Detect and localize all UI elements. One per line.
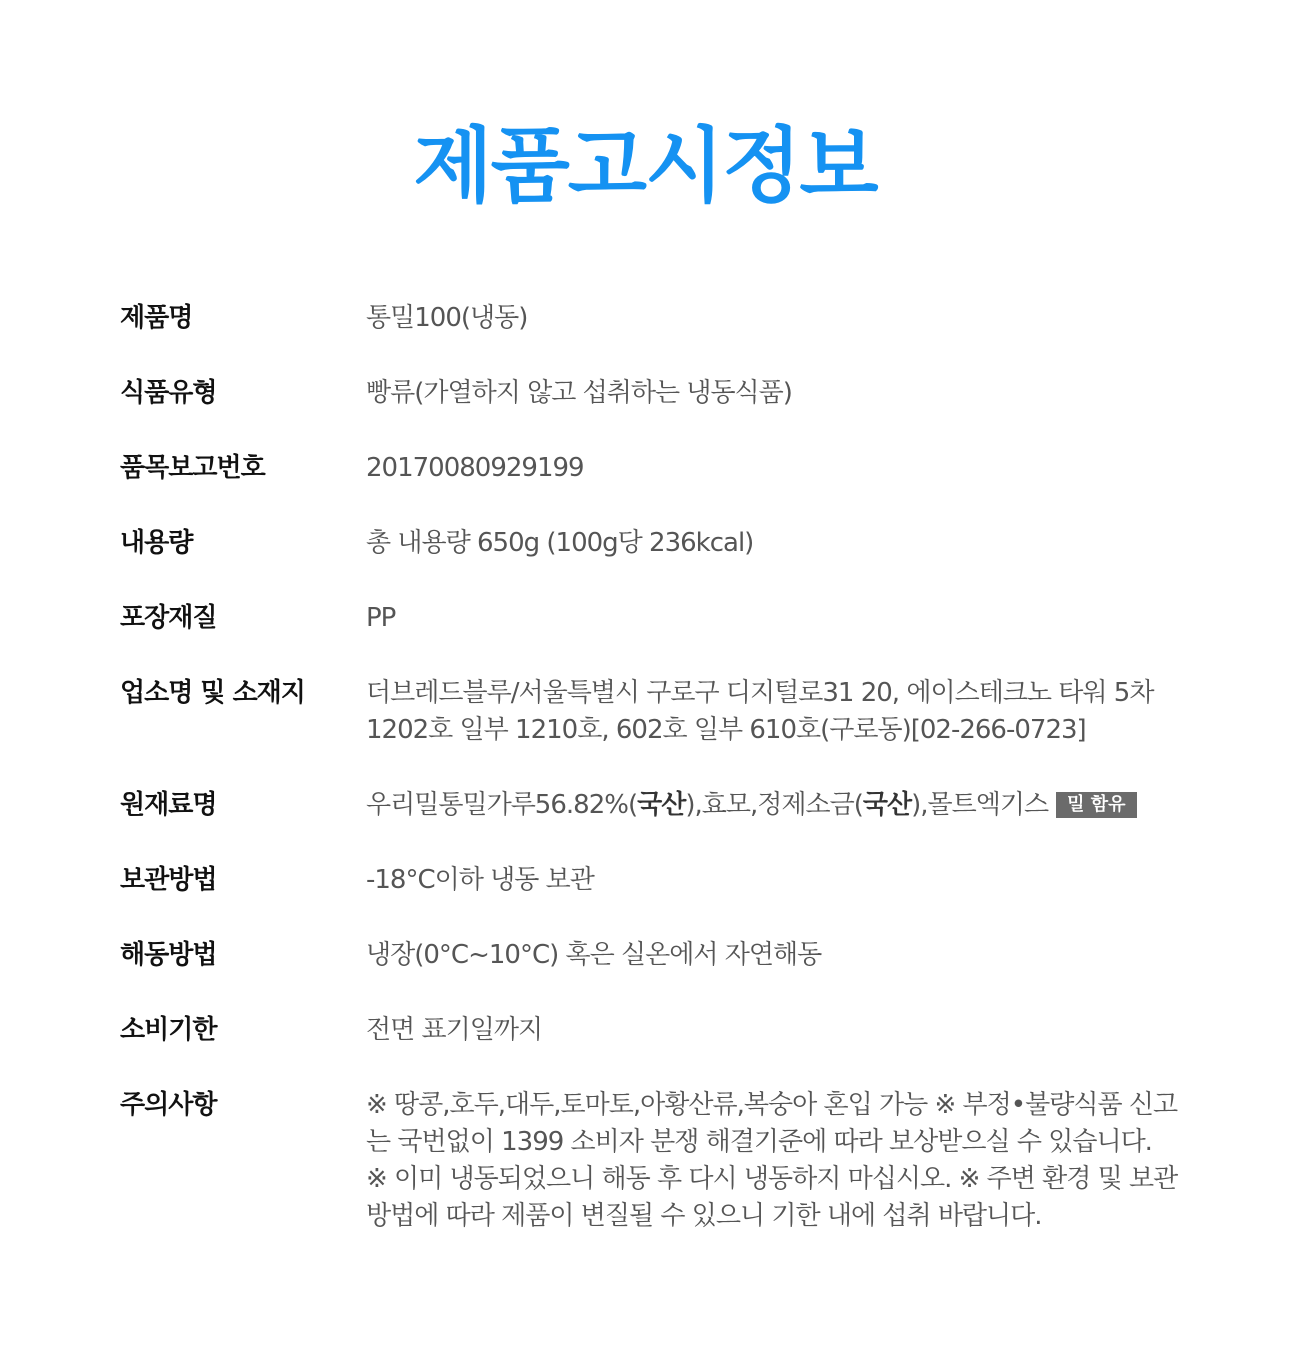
row-label: 업소명 및 소재지	[120, 678, 305, 708]
value-line: ※ 이미 냉동되었으니 해동 후 다시 냉동하지 마십시오. ※ 주변 환경 및 보관	[366, 1164, 1178, 1194]
info-row-net-content	[120, 525, 1180, 562]
row-value: -18°C이하 냉동 보관	[366, 865, 594, 895]
row-label: 보관방법	[120, 865, 217, 895]
info-row-report-number	[120, 450, 1180, 487]
row-label: 주의사항	[120, 1090, 217, 1120]
origin-text: 국산	[637, 790, 686, 820]
row-value: 전면 표기일까지	[366, 1015, 543, 1045]
page-title: 제품고시정보	[413, 119, 877, 214]
row-label: 식품유형	[120, 378, 217, 408]
info-table	[120, 300, 1180, 1273]
row-label: 소비기한	[120, 1015, 217, 1045]
row-value: 총 내용량 650g (100g당 236kcal)	[366, 528, 754, 558]
row-label: 제품명	[120, 303, 193, 333]
value-line: 더브레드블루/서울특별시 구로구 디지털로31 20, 에이스테크노 타워 5차	[366, 678, 1154, 708]
info-row-thawing	[120, 937, 1180, 974]
value-line: 방법에 따라 제품이 변질될 수 있으니 기한 내에 섭취 바랍니다.	[366, 1201, 1042, 1231]
row-label: 품목보고번호	[120, 453, 265, 483]
info-row-ingredients	[120, 787, 1180, 824]
row-value: 통밀100(냉동)	[366, 303, 528, 333]
row-value	[366, 675, 1180, 749]
row-value: 20170080929199	[366, 453, 584, 483]
ingredient-text: ),효모,정제소금(	[685, 790, 863, 820]
row-label: 해동방법	[120, 940, 217, 970]
info-row-precautions	[120, 1087, 1180, 1235]
value-line: ※ 땅콩,호두,대두,토마토,아황산류,복숭아 혼입 가능 ※ 부정•불량식품 신고	[366, 1090, 1178, 1120]
ingredient-text: 우리밀통밀가루56.82%(	[366, 790, 638, 820]
row-value	[366, 787, 1180, 824]
row-label: 내용량	[120, 528, 193, 558]
info-row-expiry	[120, 1012, 1180, 1049]
value-line: 1202호 일부 1210호, 602호 일부 610호(구로동)[02-266-0723]	[366, 715, 1086, 745]
value-line: 는 국번없이 1399 소비자 분쟁 해결기준에 따라 보상받으실 수 있습니다.	[366, 1127, 1152, 1157]
origin-text: 국산	[862, 790, 912, 820]
info-row-packaging	[120, 600, 1180, 637]
row-value: PP	[366, 603, 396, 633]
row-value: 빵류(가열하지 않고 섭취하는 냉동식품)	[366, 378, 792, 408]
row-value	[366, 1087, 1180, 1235]
allergen-badge: 밀 함유	[1056, 792, 1136, 818]
info-row-storage	[120, 862, 1180, 899]
row-label: 포장재질	[120, 603, 217, 633]
info-row-product-name	[120, 300, 1180, 337]
row-value: 냉장(0°C~10°C) 혹은 실온에서 자연해동	[366, 940, 822, 970]
info-row-manufacturer	[120, 675, 1180, 749]
ingredient-text: ),몰트엑기스	[911, 790, 1049, 820]
info-row-food-type	[120, 375, 1180, 412]
row-label: 원재료명	[120, 790, 217, 820]
